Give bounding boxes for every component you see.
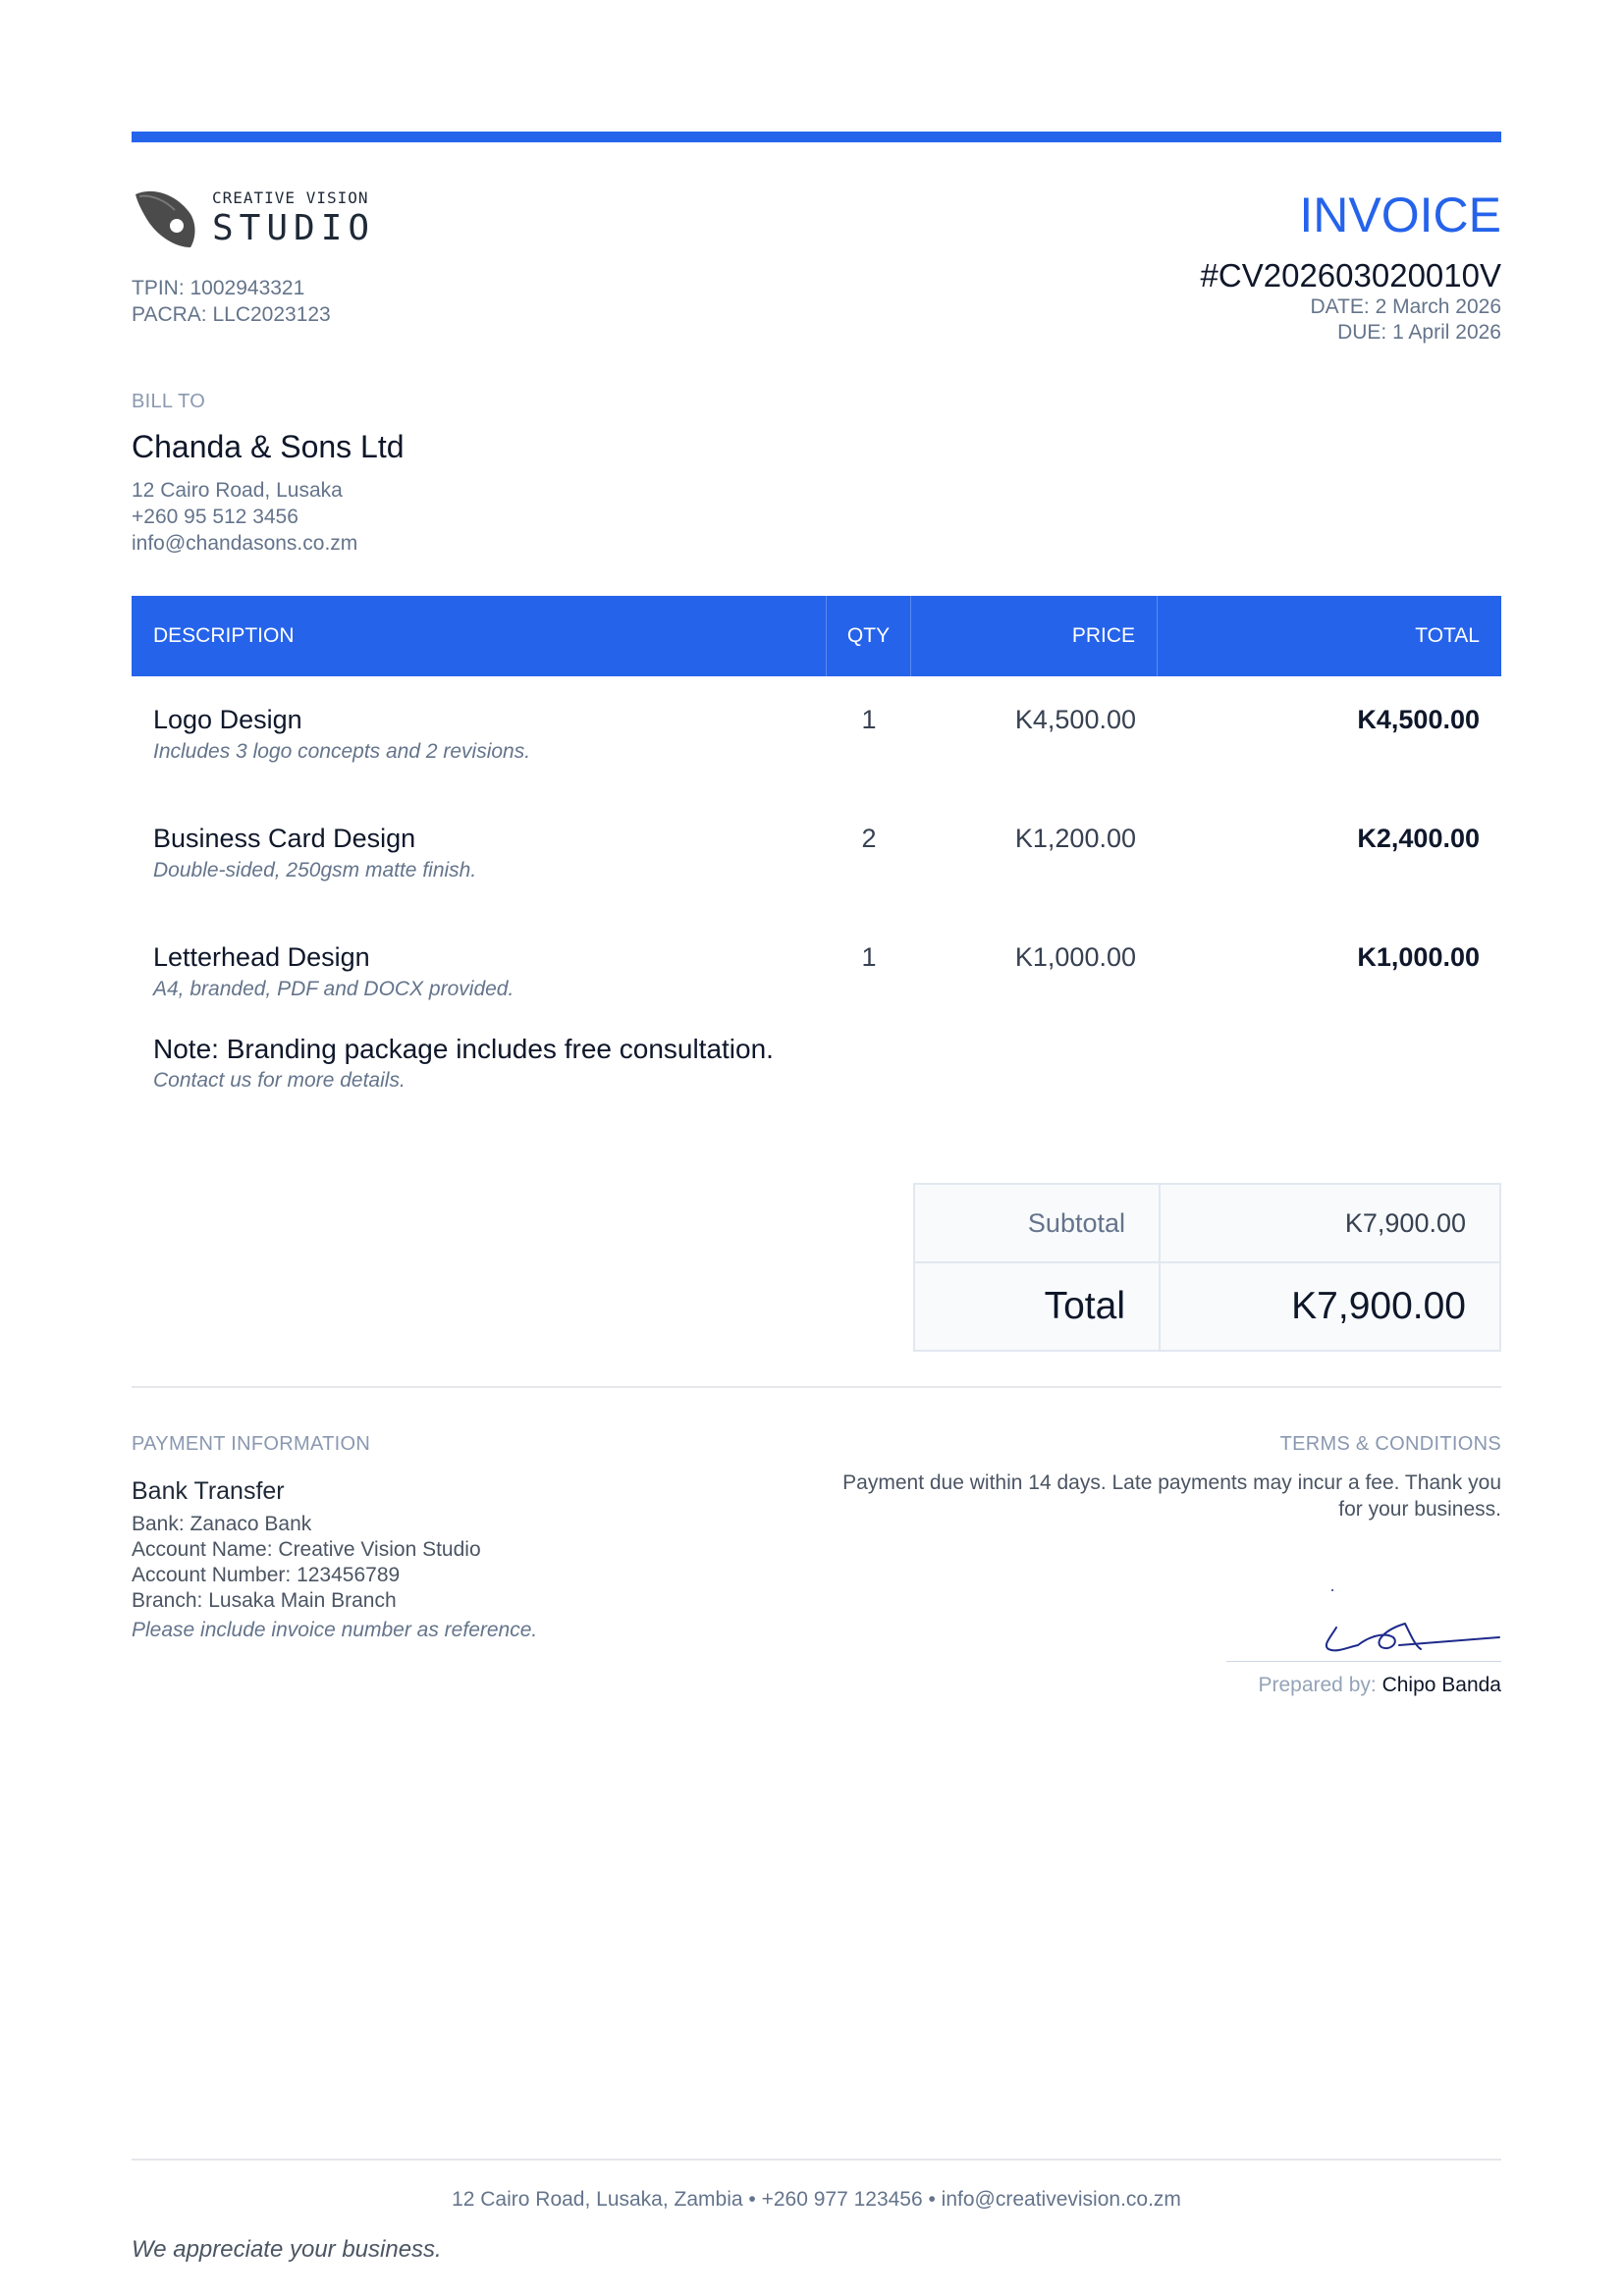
prepared-by: [1258, 1674, 1501, 1697]
subtotal-label: Subtotal: [915, 1185, 1161, 1261]
bill-to-section: [132, 391, 405, 557]
client-email: info@chandasons.co.zm: [132, 532, 358, 555]
bank-name: Bank: Zanaco Bank: [132, 1513, 312, 1535]
company-registration: [132, 275, 331, 328]
footer-thanks: We appreciate your business.: [132, 2236, 442, 2263]
item-price: K1,000.00: [1014, 942, 1136, 972]
signature: [1226, 1588, 1501, 1659]
total-row: [915, 1261, 1499, 1350]
note-title: Note: Branding package includes free consultation.: [153, 1034, 774, 1064]
payment-method: Bank Transfer: [132, 1477, 285, 1505]
item-description: Includes 3 logo concepts and 2 revisions.: [153, 740, 531, 763]
prepared-by-name: Chipo Banda: [1381, 1674, 1501, 1696]
footer-contact: 12 Cairo Road, Lusaka, Zambia • +260 977 123456 • info@creativevision.co.zm: [452, 2188, 1181, 2211]
footer-divider: [132, 2159, 1501, 2161]
invoice-date: DATE: 2 March 2026: [1310, 295, 1501, 318]
item-name: Letterhead Design: [153, 942, 370, 972]
line-items-table: [132, 596, 1501, 1094]
item-qty: 1: [861, 942, 877, 972]
table-row: [132, 795, 1501, 914]
accent-bar: [132, 132, 1501, 142]
item-total: K4,500.00: [1357, 705, 1480, 734]
invoice-number: #CV202603020010V: [1200, 257, 1501, 294]
total-value: K7,900.00: [1291, 1285, 1466, 1327]
item-total: K1,000.00: [1357, 942, 1480, 972]
item-name: Logo Design: [153, 705, 302, 734]
terms-section: [814, 1433, 1501, 1522]
client-address: 12 Cairo Road, Lusaka: [132, 479, 343, 502]
client-phone: +260 95 512 3456: [132, 506, 298, 528]
header-price: PRICE: [911, 596, 1158, 676]
prepared-by-label: Prepared by:: [1258, 1674, 1377, 1696]
totals-box: [913, 1183, 1501, 1352]
signature-scribble-icon: [1226, 1588, 1501, 1659]
payment-note: Please include invoice number as reference.: [132, 1619, 538, 1641]
subtotal-row: [915, 1185, 1499, 1261]
account-number: Account Number: 123456789: [132, 1564, 401, 1586]
tpin: TPIN: 1002943321: [132, 277, 305, 299]
header-qty: QTY: [827, 596, 911, 676]
signature-line: [1226, 1661, 1501, 1662]
logo-small-text: CREATIVE VISION: [212, 188, 369, 207]
item-price: K1,200.00: [1014, 824, 1136, 853]
item-description: A4, branded, PDF and DOCX provided.: [153, 978, 514, 1000]
payment-section: [132, 1433, 537, 1643]
invoice-page: [132, 0, 1501, 2296]
item-description: Double-sided, 250gsm matte finish.: [153, 859, 477, 881]
eye-logo-icon: [132, 187, 198, 251]
table-row: [132, 676, 1501, 795]
logo-big-text: STUDIO: [212, 208, 376, 248]
note-description: Contact us for more details.: [153, 1069, 406, 1092]
account-name: Account Name: Creative Vision Studio: [132, 1538, 481, 1561]
company-logo: [132, 183, 376, 251]
invoice-due-date: DUE: 1 April 2026: [1337, 321, 1501, 344]
branch-name: Branch: Lusaka Main Branch: [132, 1589, 397, 1612]
invoice-header: [1201, 187, 1501, 346]
client-name: Chanda & Sons Ltd: [132, 429, 405, 464]
item-total: K2,400.00: [1357, 824, 1480, 853]
section-divider: [132, 1386, 1501, 1388]
payment-label: PAYMENT INFORMATION: [132, 1433, 371, 1455]
item-qty: 1: [861, 705, 877, 734]
header-total: TOTAL: [1415, 624, 1480, 647]
pacra: PACRA: LLC2023123: [132, 303, 331, 326]
item-price: K4,500.00: [1014, 705, 1136, 734]
item-qty: 2: [861, 824, 877, 853]
invoice-title: INVOICE: [1299, 187, 1501, 242]
item-name: Business Card Design: [153, 824, 416, 853]
bill-to-label: BILL TO: [132, 391, 206, 412]
total-label: Total: [915, 1263, 1161, 1350]
terms-text: Payment due within 14 days. Late payments may incur a fee. Thank you for your business.: [842, 1471, 1501, 1521]
terms-label: TERMS & CONDITIONS: [1279, 1433, 1501, 1455]
table-row: [132, 914, 1501, 1033]
header-description: DESCRIPTION: [132, 596, 827, 676]
subtotal-value: K7,900.00: [1344, 1207, 1466, 1238]
table-header: [132, 596, 1501, 676]
table-note: [132, 1033, 1501, 1094]
